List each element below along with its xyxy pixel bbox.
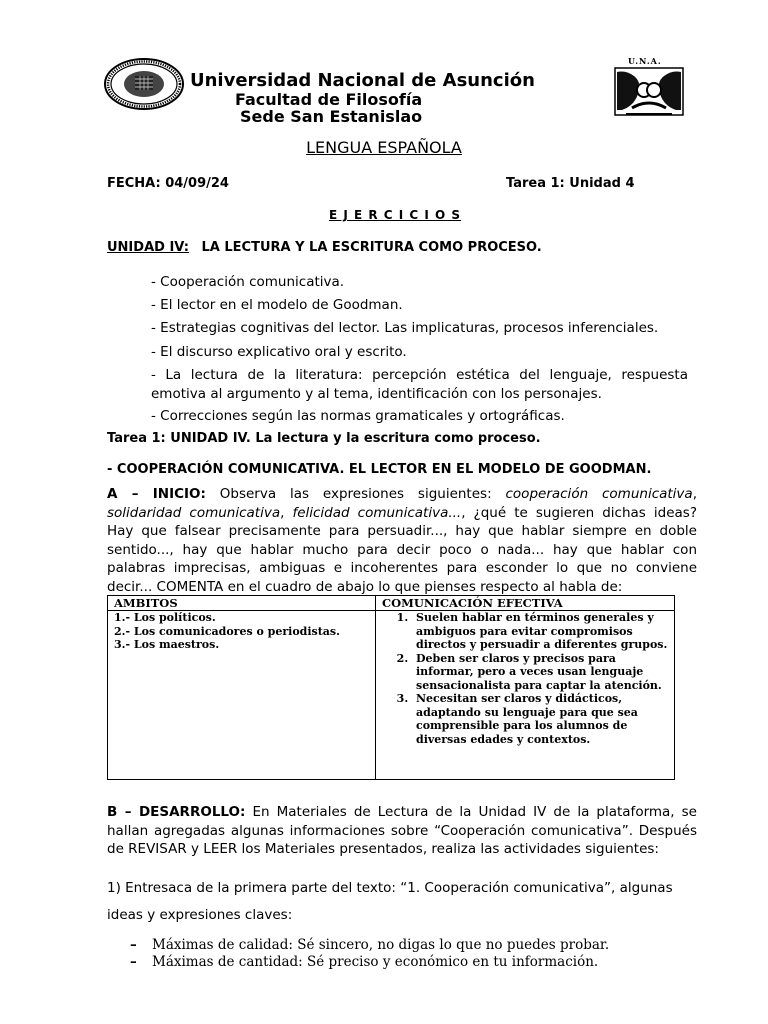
inicio-text: , bbox=[692, 486, 697, 502]
university-seal bbox=[104, 58, 184, 110]
course-title: LENGUA ESPAÑOLA bbox=[306, 138, 462, 157]
desarrollo-paragraph bbox=[107, 803, 697, 859]
inicio-text: Observa las expresiones siguientes: bbox=[205, 486, 506, 502]
logo-text: U.N.A. bbox=[628, 56, 662, 66]
topic-item: - Estrategias cognitivas del lector. Las implicaturas, procesos inferenciales. bbox=[151, 320, 659, 336]
ambitos-table bbox=[107, 595, 675, 780]
task-label: Tarea 1: Unidad 4 bbox=[506, 176, 635, 191]
faculty-name: Facultad de Filosofía bbox=[235, 90, 423, 109]
inicio-text: , bbox=[280, 504, 293, 521]
inicio-italic: solidaridad comunicativa bbox=[107, 504, 281, 521]
maxim-text: Máximas de cantidad: Sé preciso y económico en tu información. bbox=[152, 954, 599, 970]
comunicacion-item: 2. Deben ser claros y precisos para informar, pero a veces usan lenguaje sensacionalista para captar la atención. bbox=[412, 652, 668, 693]
task-line: Tarea 1: UNIDAD IV. La lectura y la escritura como proceso. bbox=[107, 431, 541, 446]
comunicacion-item: 1. Suelen hablar en términos generales y ambiguos para evitar compromisos directos y persuadir a diferentes grupos. bbox=[412, 611, 668, 652]
activity-1-line: 1) Entresaca de la primera parte del texto: “1. Cooperación comunicativa”, algunas bbox=[107, 880, 673, 896]
maxim-item bbox=[130, 937, 609, 953]
inicio-paragraph bbox=[107, 485, 697, 596]
desarrollo-label: B – DESARROLLO: bbox=[107, 804, 246, 820]
topic-item: - El discurso explicativo oral y escrito. bbox=[151, 344, 407, 360]
ambito-item: 3.- Los maestros. bbox=[114, 638, 220, 651]
inicio-text: , ¿qué te sugieren dichas ideas? Hay que falsear precisamente para persuadir..., hay que hablar siempre en doble sentido..., hay que hablar mucho para decir poco o nada... hay que hablar con palabras imprecisas, ambiguas e incoherentes para esconder lo que no conviene decir... COMENTA en el cuadro de abajo lo que pienses respecto al habla de: bbox=[107, 504, 697, 595]
activity-1-line: ideas y expresiones claves: bbox=[107, 907, 293, 923]
unit-title: LA LECTURA Y LA ESCRITURA COMO PROCESO. bbox=[201, 240, 542, 255]
ambito-item: 1.- Los políticos. bbox=[114, 611, 216, 624]
inicio-italic: cooperación comunicativa bbox=[505, 486, 693, 502]
unit-heading bbox=[107, 240, 542, 255]
comunicacion-item: 3. Necesitan ser claros y didácticos, adaptando su lenguaje para que sea comprensible para los alumnos de diversas edades y contextos. bbox=[412, 692, 668, 746]
dash-bullet-icon: – bbox=[130, 937, 137, 953]
inicio-label: A – INICIO: bbox=[107, 486, 206, 502]
dash-bullet-icon: – bbox=[130, 954, 137, 970]
table-header-ambitos: AMBITOS bbox=[108, 596, 376, 611]
comunicacion-cell bbox=[376, 611, 675, 780]
unit-label: UNIDAD IV: bbox=[107, 240, 189, 255]
inicio-italic: felicidad comunicativa... bbox=[292, 504, 462, 521]
exercises-title: E J E R C I C I O S bbox=[328, 208, 462, 222]
maxim-text: Máximas de calidad: Sé sincero, no digas lo que no puedes probar. bbox=[152, 937, 610, 953]
topic-item: - La lectura de la literatura: percepción estética del lenguaje, respuesta emotiva al argumento y al tema, identificación con los personajes. bbox=[151, 367, 688, 402]
una-logo bbox=[614, 56, 684, 116]
topic-item: - Correcciones según las normas gramaticales y ortográficas. bbox=[151, 408, 565, 424]
maxim-item bbox=[130, 954, 598, 970]
university-name: Universidad Nacional de Asunción bbox=[190, 70, 535, 91]
section-heading: - COOPERACIÓN COMUNICATIVA. EL LECTOR EN EL MODELO DE GOODMAN. bbox=[107, 462, 652, 477]
table-header-comunicacion: COMUNICACIÓN EFECTIVA bbox=[376, 596, 675, 611]
topic-item: - El lector en el modelo de Goodman. bbox=[151, 297, 403, 313]
desarrollo-text: En Materiales de Lectura de la Unidad IV de la plataforma, se hallan agregadas algunas informaciones sobre “Cooperación comunicativa”. Después de REVISAR y LEER los Materiales presentados, realiza las actividades siguientes: bbox=[107, 804, 697, 857]
campus-name: Sede San Estanislao bbox=[240, 107, 423, 126]
ambitos-cell bbox=[108, 611, 376, 780]
ambito-item: 2.- Los comunicadores o periodistas. bbox=[114, 624, 340, 638]
date-line: FECHA: 04/09/24 bbox=[107, 176, 229, 191]
topic-item: - Cooperación comunicativa. bbox=[151, 274, 345, 290]
